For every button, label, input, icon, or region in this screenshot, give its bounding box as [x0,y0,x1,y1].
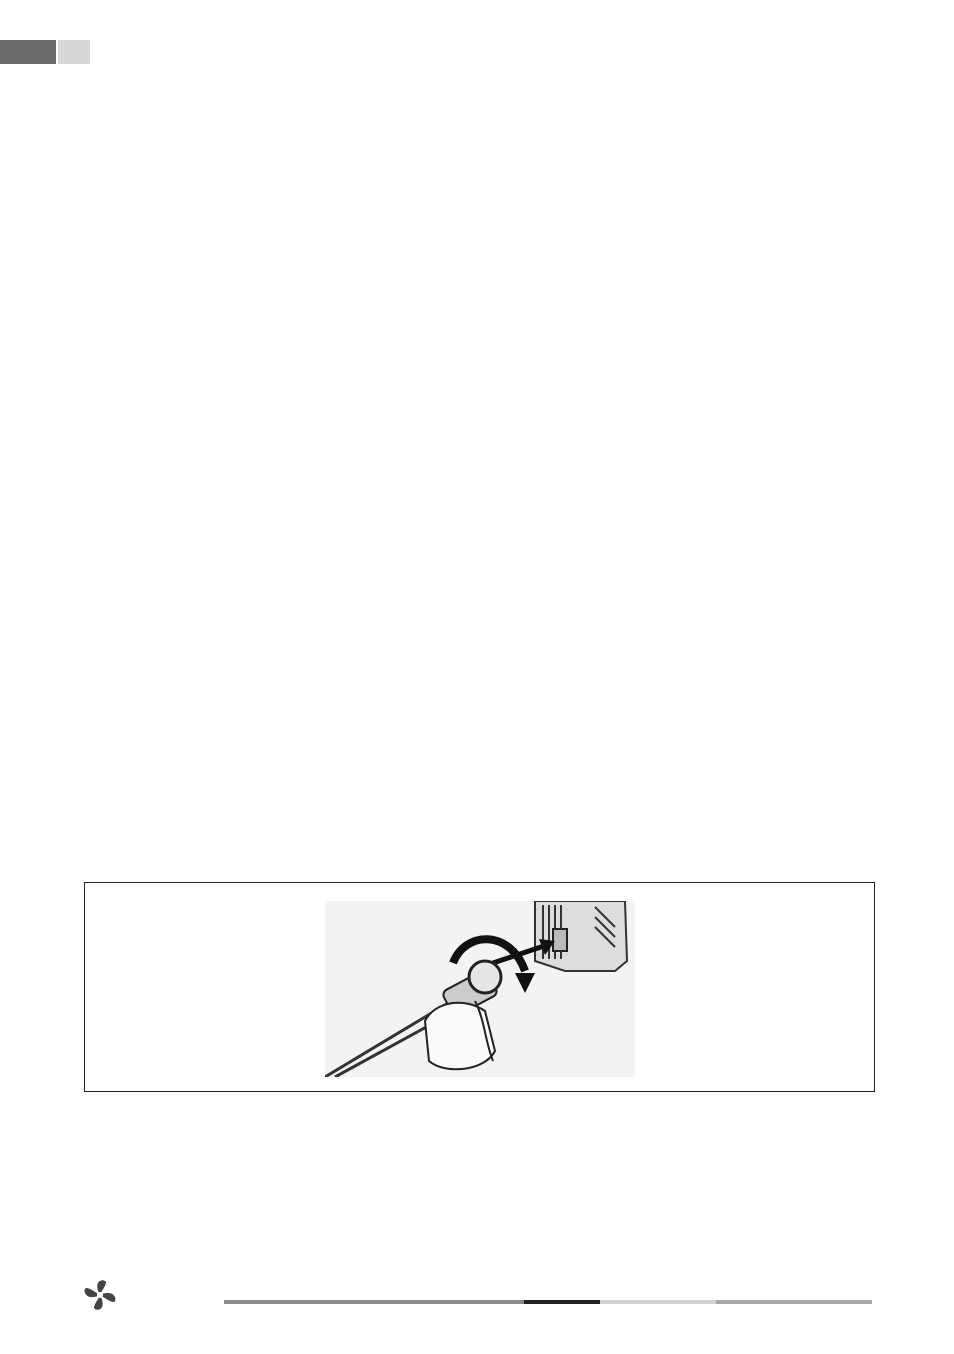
main-content [82,126,874,160]
footer-line-mid [716,1300,872,1304]
footer-line-dark [524,1300,600,1304]
footer-line-gray [224,1300,524,1304]
fan-logo-icon [82,1278,118,1312]
language-tab [0,40,56,64]
brand-logo [82,1278,122,1312]
illustration-frame [84,882,875,1092]
footer-line-light [600,1300,716,1304]
page-number [58,40,90,64]
page-header [0,40,100,64]
hose-connection-illustration [325,901,635,1077]
